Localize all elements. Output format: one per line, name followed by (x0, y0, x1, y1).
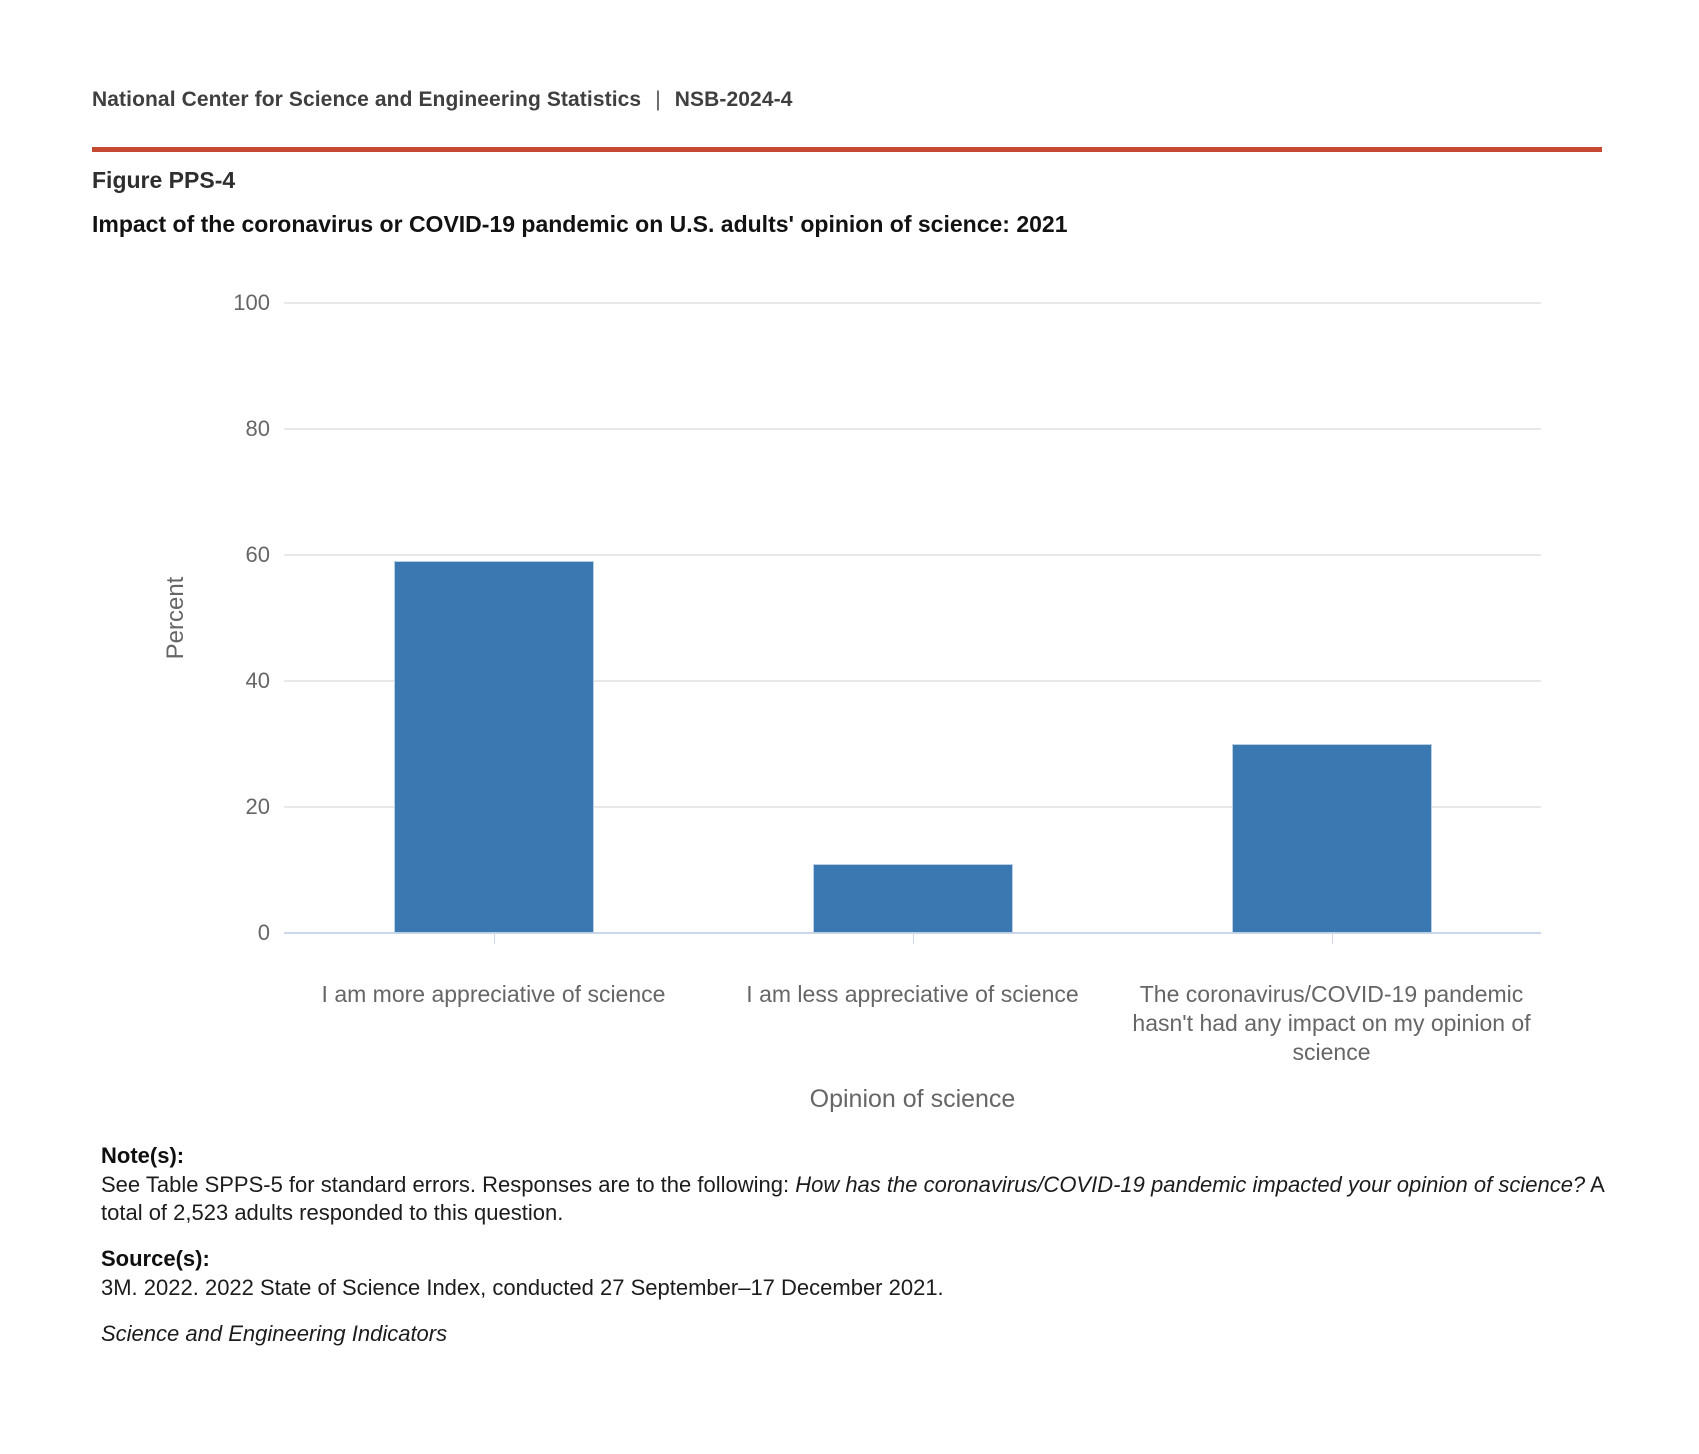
x-category-label: I am less appreciative of science (746, 981, 1079, 1007)
x-category-label: The coronavirus/COVID-19 pandemic hasn't had any impact on my opinion of science (1132, 981, 1531, 1065)
sources-heading: Source(s): (101, 1246, 210, 1271)
y-axis-tick-label: 60 (245, 542, 270, 567)
figure-label: Figure PPS-4 (92, 167, 236, 193)
source-text: 3M. 2022. 2022 State of Science Index, conducted 27 September–17 December 2021. (101, 1275, 944, 1300)
bar[interactable] (394, 561, 594, 933)
x-axis-title: Opinion of science (809, 1085, 1016, 1113)
bar[interactable] (1232, 744, 1432, 933)
header-org: National Center for Science and Engineering Statistics (92, 88, 642, 111)
notes-paragraph (101, 1171, 1613, 1227)
header-report-id: NSB-2024-4 (674, 88, 793, 111)
note-question-italic: How has the coronavirus/COVID-19 pandemic impacted your opinion of science? (795, 1172, 1586, 1197)
figure-title: Impact of the coronavirus or COVID-19 pandemic on U.S. adults' opinion of science: 2021 (92, 211, 1068, 237)
header-separator: | (655, 88, 661, 111)
note-text: See Table SPPS-5 for standard errors. Responses are to the following: (101, 1172, 796, 1197)
y-axis-title: Percent (162, 576, 189, 660)
x-axis-tick (494, 934, 495, 944)
y-axis-tick-label: 20 (245, 794, 270, 819)
notes-heading: Note(s): (101, 1143, 185, 1168)
x-axis-tick (1332, 934, 1333, 944)
y-axis-tick-label: 80 (245, 416, 270, 441)
x-category-label: I am more appreciative of science (321, 981, 666, 1007)
note-text-suffix: A total of 2,523 adults responded to this question. (101, 1172, 1604, 1225)
bar[interactable] (813, 864, 1013, 933)
y-gridline (284, 428, 1541, 430)
y-axis-tick-label: 40 (245, 668, 270, 693)
y-axis-tick-label: 0 (257, 920, 270, 945)
y-axis-tick-label: 100 (233, 290, 270, 315)
y-gridline (284, 554, 1541, 556)
x-axis-tick (913, 934, 914, 944)
footer-publication: Science and Engineering Indicators (101, 1321, 448, 1346)
y-gridline (284, 302, 1541, 304)
